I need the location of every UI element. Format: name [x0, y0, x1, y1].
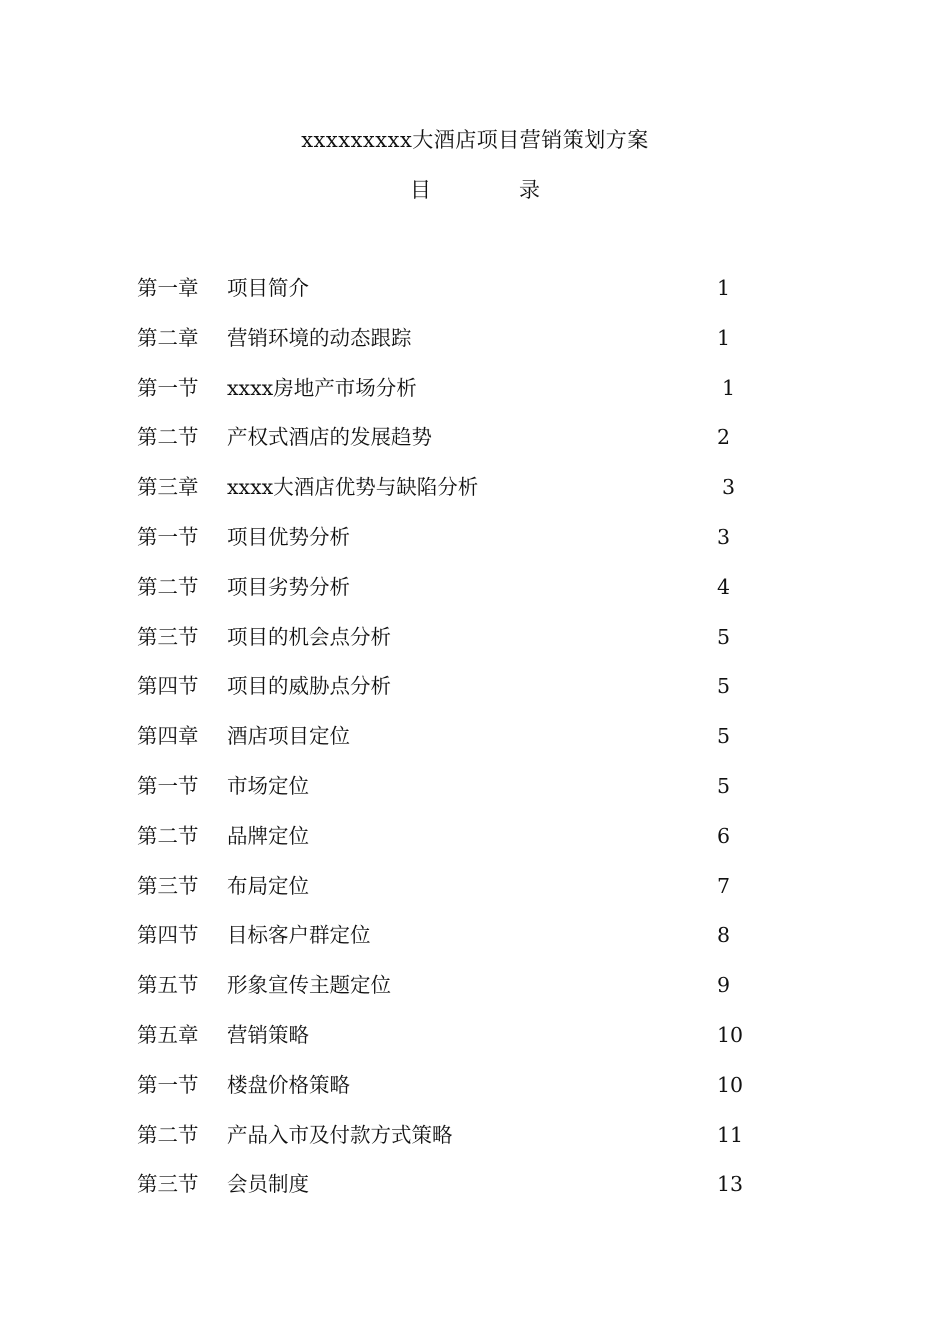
toc-entry-page: 3: [722, 475, 736, 500]
toc-entry-page: 5: [717, 724, 731, 749]
toc-entry-page: 1: [717, 276, 731, 300]
toc-entry-title: 产权式酒店的发展趋势: [227, 425, 432, 450]
toc-entry[interactable]: [0, 266, 950, 316]
toc-entry-page: 9: [717, 973, 731, 998]
toc-entry-title: 市场定位: [227, 773, 309, 798]
toc-entry[interactable]: [0, 814, 950, 864]
toc-entry[interactable]: [0, 664, 950, 714]
toc-entry-label: 第一章: [137, 276, 199, 300]
toc-entry[interactable]: [0, 764, 950, 814]
toc-entry-title: 会员制度: [227, 1172, 309, 1197]
toc-entry-label: 第四节: [137, 674, 199, 699]
toc-entry-title: 项目劣势分析: [227, 574, 350, 599]
toc-entry-label: 第五章: [137, 1022, 199, 1047]
toc-entry-page: 8: [717, 923, 731, 948]
toc-entry-label: 第三节: [137, 873, 199, 898]
toc-entry-title: 项目简介: [227, 276, 309, 300]
toc-entry-title: 酒店项目定位: [227, 724, 350, 749]
toc-entry-title: 项目的威胁点分析: [227, 674, 391, 699]
toc-entry[interactable]: [0, 1162, 950, 1212]
document-title: xxxxxxxxx大酒店项目营销策划方案: [301, 128, 649, 152]
toc-entry-page: 11: [717, 1122, 744, 1147]
toc-entry-label: 第二节: [137, 574, 199, 599]
toc-entry-title: 形象宣传主题定位: [227, 973, 391, 998]
toc-entry-title: 楼盘价格策略: [227, 1072, 350, 1097]
toc-entry[interactable]: [0, 565, 950, 615]
toc-entry-label: 第三节: [137, 624, 199, 649]
toc-entry[interactable]: [0, 864, 950, 914]
toc-entry-title: 布局定位: [227, 873, 309, 898]
toc-entry[interactable]: [0, 963, 950, 1013]
toc-heading: [0, 174, 950, 204]
toc-entry-label: 第四章: [137, 724, 199, 749]
toc-entry-label: 第二章: [137, 325, 199, 350]
toc-entry-label: 第一节: [137, 524, 199, 549]
toc-entry-page: 5: [717, 624, 731, 649]
toc-entry[interactable]: [0, 1063, 950, 1113]
toc-entry-label: 第一节: [137, 375, 199, 400]
toc-entry[interactable]: [0, 615, 950, 665]
toc-entry-title: xxxx大酒店优势与缺陷分析: [227, 475, 479, 500]
toc-heading-char: 录: [519, 178, 540, 202]
table-of-contents: [0, 266, 950, 1212]
toc-entry-page: 5: [717, 773, 731, 798]
toc-entry[interactable]: [0, 1113, 950, 1163]
toc-entry-page: 7: [717, 873, 731, 898]
toc-entry-title: 营销环境的动态跟踪: [227, 325, 412, 350]
toc-entry[interactable]: [0, 1013, 950, 1063]
toc-entry-label: 第三章: [137, 475, 199, 500]
toc-entry-page: 10: [717, 1022, 744, 1047]
toc-entry-page: 1: [722, 375, 736, 400]
toc-entry[interactable]: [0, 415, 950, 465]
toc-entry-label: 第五节: [137, 973, 199, 998]
toc-entry[interactable]: [0, 515, 950, 565]
toc-entry[interactable]: [0, 366, 950, 416]
toc-entry-title: 项目的机会点分析: [227, 624, 391, 649]
toc-entry-page: 2: [717, 425, 731, 450]
toc-entry-page: 5: [717, 674, 731, 699]
toc-entry-title: 目标客户群定位: [227, 923, 371, 948]
toc-entry-title: xxxx房地产市场分析: [227, 375, 417, 400]
toc-entry-label: 第四节: [137, 923, 199, 948]
toc-entry[interactable]: [0, 316, 950, 366]
toc-entry-label: 第三节: [137, 1172, 199, 1197]
toc-entry-page: 3: [717, 524, 731, 549]
toc-entry[interactable]: [0, 714, 950, 764]
toc-entry-page: 10: [717, 1072, 744, 1097]
toc-entry-page: 13: [717, 1172, 744, 1197]
toc-entry-page: 4: [717, 574, 731, 599]
toc-entry-page: 6: [717, 823, 731, 848]
toc-entry-page: 1: [717, 325, 731, 350]
toc-entry-label: 第二节: [137, 425, 199, 450]
toc-entry[interactable]: [0, 465, 950, 515]
toc-entry-label: 第一节: [137, 773, 199, 798]
toc-heading-char: 目: [410, 178, 431, 202]
toc-entry-title: 项目优势分析: [227, 524, 350, 549]
toc-entry-label: 第二节: [137, 823, 199, 848]
toc-entry[interactable]: [0, 913, 950, 963]
toc-entry-title: 品牌定位: [227, 823, 309, 848]
toc-entry-title: 营销策略: [227, 1022, 309, 1047]
toc-entry-label: 第二节: [137, 1122, 199, 1147]
toc-entry-title: 产品入市及付款方式策略: [227, 1122, 453, 1147]
toc-entry-label: 第一节: [137, 1072, 199, 1097]
